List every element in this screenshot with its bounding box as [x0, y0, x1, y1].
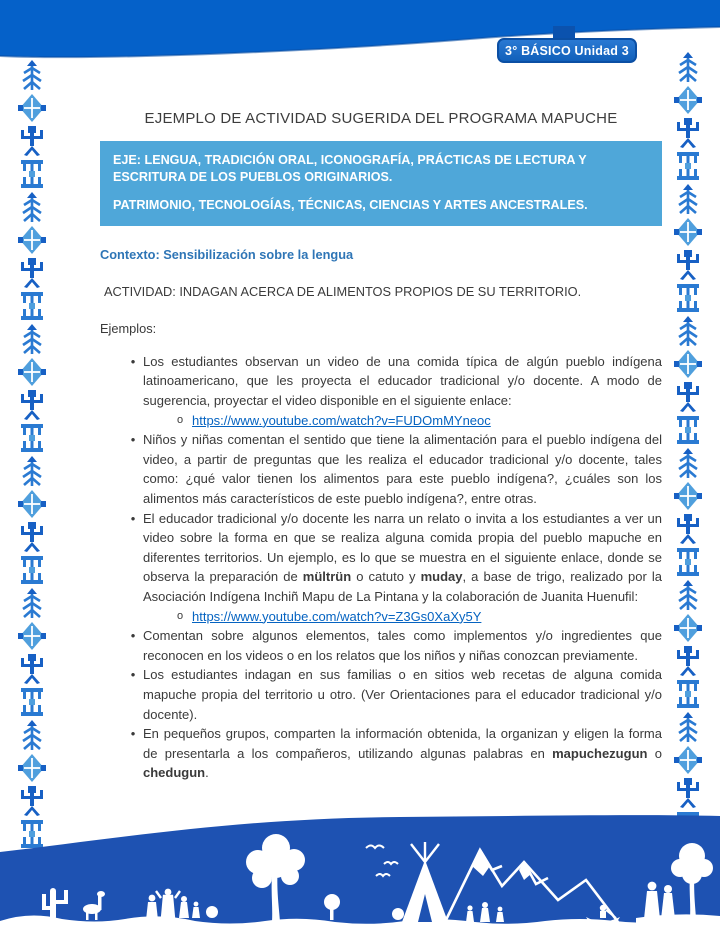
- circle-bullet-icon: o: [176, 413, 184, 426]
- circle-bullet-icon: o: [176, 609, 184, 622]
- bullet-text: Niños y niñas comentan el sentido que tiene la alimentación para el pueblo indígena del video, a partir de preguntas que les realiza el educador tradicional y/o docente, tales como: ¿qué valor tienen los alimentos para este pueblo indígena?, ¿cuáles son los alimentos más característicos de este pueblo indígena?, entre otras.: [143, 432, 662, 506]
- list-item: [100, 665, 662, 724]
- contexto-label: Contexto: Sensibilización sobre la lengua: [100, 246, 354, 262]
- footer-landscape-illustration: [0, 800, 720, 932]
- bullet-icon: •: [130, 353, 136, 369]
- link-item: [100, 411, 662, 431]
- examples-list: [100, 352, 662, 783]
- youtube-link[interactable]: https://www.youtube.com/watch?v=Z3Gs0XaXy5Y: [192, 608, 482, 624]
- bullet-text: En pequeños grupos, comparten la información obtenida, la organizan y eligen la forma de presentarla a los compañeros, utilizando algunas palabras en mapuchezugun o chedugun.: [143, 726, 662, 781]
- bullet-icon: •: [130, 628, 136, 644]
- list-item: [100, 509, 662, 607]
- bullet-text: Los estudiantes indagan en sus familias o en sitios web recetas de alguna comida mapuche propia del territorio u otro. (Ver Orientaciones para el educador tradicional y/o docente).: [143, 667, 662, 722]
- bullet-icon: •: [130, 667, 136, 683]
- eje-line-2: PATRIMONIO, TECNOLOGÍAS, TÉCNICAS, CIENCIAS Y ARTES ANCESTRALES.: [113, 198, 588, 213]
- bullet-icon: •: [130, 510, 136, 526]
- actividad-label: ACTIVIDAD: INDAGAN ACERCA DE ALIMENTOS PROPIOS DE SU TERRITORIO.: [104, 283, 582, 299]
- bullet-text: Los estudiantes observan un video de una comida típica de algún pueblo indígena latinoamericano, que les proyecta el educador tradicional y/o docente. A modo de sugerencia, proyectar el video disponible en el siguiente enlace:: [143, 353, 662, 409]
- youtube-link[interactable]: https://www.youtube.com/watch?v=FUDOmMYneoc: [192, 412, 491, 428]
- list-item: [100, 724, 662, 783]
- list-item: [100, 626, 662, 665]
- eje-line-1: EJE: LENGUA, TRADICIÓN ORAL, ICONOGRAFÍA, PRÁCTICAS DE LECTURA Y ESCRITURA DE LOS PUEBLOS ORIGINARIOS.: [113, 153, 587, 184]
- list-item: [100, 430, 662, 508]
- list-item: [100, 352, 662, 411]
- bullet-icon: •: [130, 726, 136, 742]
- unit-badge: 3° BÁSICO Unidad 3: [497, 38, 637, 63]
- left-border-ornament: [17, 60, 47, 852]
- page-title: EJEMPLO DE ACTIVIDAD SUGERIDA DEL PROGRAMA MAPUCHE: [144, 110, 618, 127]
- right-border-ornament: [673, 52, 703, 844]
- document-content: [100, 100, 662, 783]
- bullet-icon: •: [130, 432, 136, 448]
- link-item: [100, 607, 662, 627]
- bullet-text: El educador tradicional y/o docente les narra un relato o invita a los estudiantes a ver un video sobre la forma en que se realiza alguna comida propia del pueblo mapuche en diferentes territorios. Un ejemplo, es lo que se muestra en el siguiente enlace, donde se observa la preparación de mültrün o catuto y muday, a base de trigo, realizado por la Asociación Indígena Inchiñ Mapu de La Pintana y la colaboración de Juanita Huenufil:: [143, 510, 663, 604]
- bullet-text: Comentan sobre algunos elementos, tales como implementos y/o ingredientes que reconocen en los videos o en los relatos que los niños y niñas conozcan previamente.: [143, 628, 662, 663]
- eje-highlight-box: [100, 141, 662, 226]
- ejemplos-label: Ejemplos:: [100, 320, 157, 336]
